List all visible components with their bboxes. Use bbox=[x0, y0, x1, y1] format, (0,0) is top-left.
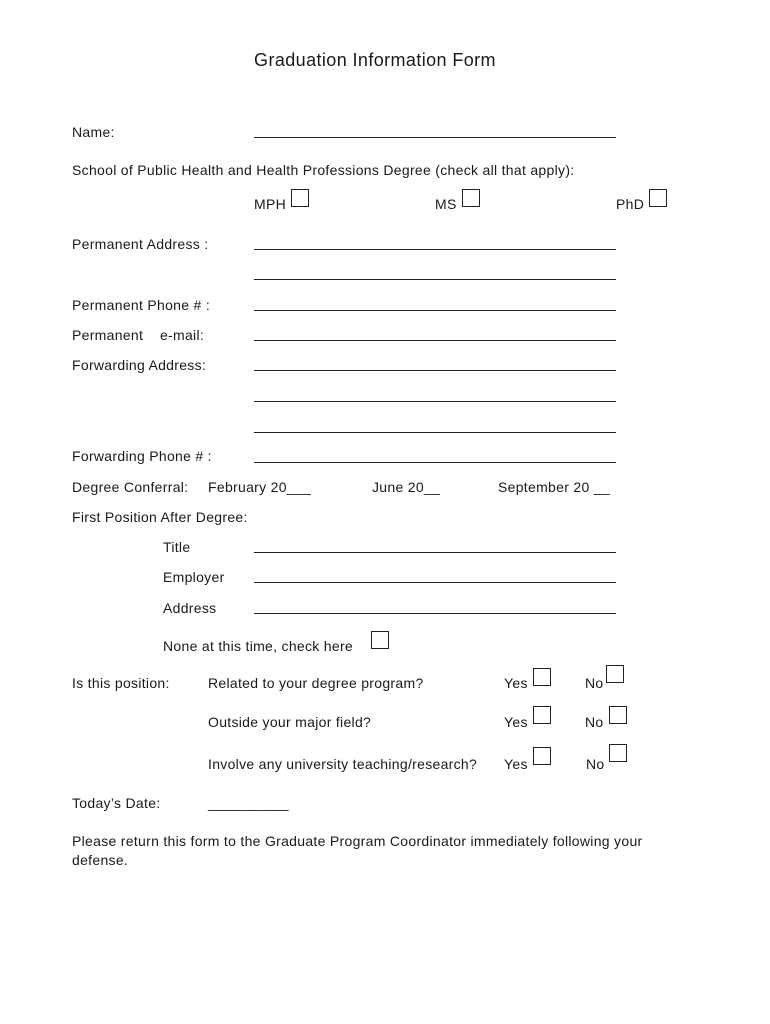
question-outside-no-label: No bbox=[585, 714, 604, 730]
fwd-address-field-1[interactable] bbox=[254, 370, 616, 371]
question-related-no-checkbox[interactable] bbox=[606, 665, 624, 683]
todays-date-label: Today’s Date: bbox=[72, 795, 161, 811]
form-title: Graduation Information Form bbox=[254, 50, 496, 70]
degree-label: School of Public Health and Health Professions Degree (check all that apply): bbox=[72, 162, 575, 178]
question-outside-yes-checkbox[interactable] bbox=[533, 706, 551, 724]
perm-address-label: Permanent Address : bbox=[72, 236, 209, 252]
degree-phd-checkbox[interactable] bbox=[649, 189, 667, 207]
question-outside-yes-label: Yes bbox=[504, 714, 528, 730]
first-position-label: First Position After Degree: bbox=[72, 509, 248, 525]
none-at-this-time-checkbox[interactable] bbox=[371, 631, 389, 649]
position-questions-label: Is this position: bbox=[72, 675, 170, 691]
position-employer-field[interactable] bbox=[254, 582, 616, 583]
return-instructions: Please return this form to the Graduate Program Coordinator immediately following your defense. bbox=[72, 833, 643, 868]
question-related-yes-label: Yes bbox=[504, 675, 528, 691]
perm-email-label: Permanent e-mail: bbox=[72, 327, 205, 343]
question-teaching-label: Involve any university teaching/research? bbox=[208, 756, 478, 772]
position-address-field[interactable] bbox=[254, 613, 616, 614]
perm-phone-label: Permanent Phone # : bbox=[72, 297, 211, 313]
degree-mph-label: MPH bbox=[254, 196, 287, 212]
question-teaching-yes-label: Yes bbox=[504, 756, 528, 772]
degree-ms-checkbox[interactable] bbox=[462, 189, 480, 207]
question-teaching-no-label: No bbox=[586, 756, 605, 772]
question-outside-label: Outside your major field? bbox=[208, 714, 372, 730]
question-related-yes-checkbox[interactable] bbox=[533, 668, 551, 686]
position-employer-label: Employer bbox=[163, 569, 225, 585]
degree-ms-label: MS bbox=[435, 196, 457, 212]
conferral-february[interactable]: February 20___ bbox=[208, 479, 312, 495]
none-at-this-time-label: None at this time, check here bbox=[163, 638, 354, 654]
name-label: Name: bbox=[72, 124, 115, 140]
perm-address-field-1[interactable] bbox=[254, 249, 616, 250]
fwd-address-field-3[interactable] bbox=[254, 432, 616, 433]
conferral-september[interactable]: September 20 __ bbox=[498, 479, 610, 495]
todays-date-field[interactable]: __________ bbox=[208, 795, 289, 811]
conferral-june[interactable]: June 20__ bbox=[372, 479, 441, 495]
name-field[interactable] bbox=[254, 137, 616, 138]
perm-phone-field[interactable] bbox=[254, 310, 616, 311]
fwd-address-field-2[interactable] bbox=[254, 401, 616, 402]
fwd-phone-label: Forwarding Phone # : bbox=[72, 448, 212, 464]
question-teaching-yes-checkbox[interactable] bbox=[533, 747, 551, 765]
conferral-label: Degree Conferral: bbox=[72, 479, 189, 495]
fwd-phone-field[interactable] bbox=[254, 462, 616, 463]
position-address-label: Address bbox=[163, 600, 217, 616]
perm-email-field[interactable] bbox=[254, 340, 616, 341]
position-title-label: Title bbox=[163, 539, 191, 555]
question-related-label: Related to your degree program? bbox=[208, 675, 424, 691]
position-title-field[interactable] bbox=[254, 552, 616, 553]
degree-mph-checkbox[interactable] bbox=[291, 189, 309, 207]
question-teaching-no-checkbox[interactable] bbox=[609, 744, 627, 762]
fwd-address-label: Forwarding Address: bbox=[72, 357, 207, 373]
perm-address-field-2[interactable] bbox=[254, 279, 616, 280]
question-outside-no-checkbox[interactable] bbox=[609, 706, 627, 724]
degree-phd-label: PhD bbox=[616, 196, 645, 212]
question-related-no-label: No bbox=[585, 675, 604, 691]
